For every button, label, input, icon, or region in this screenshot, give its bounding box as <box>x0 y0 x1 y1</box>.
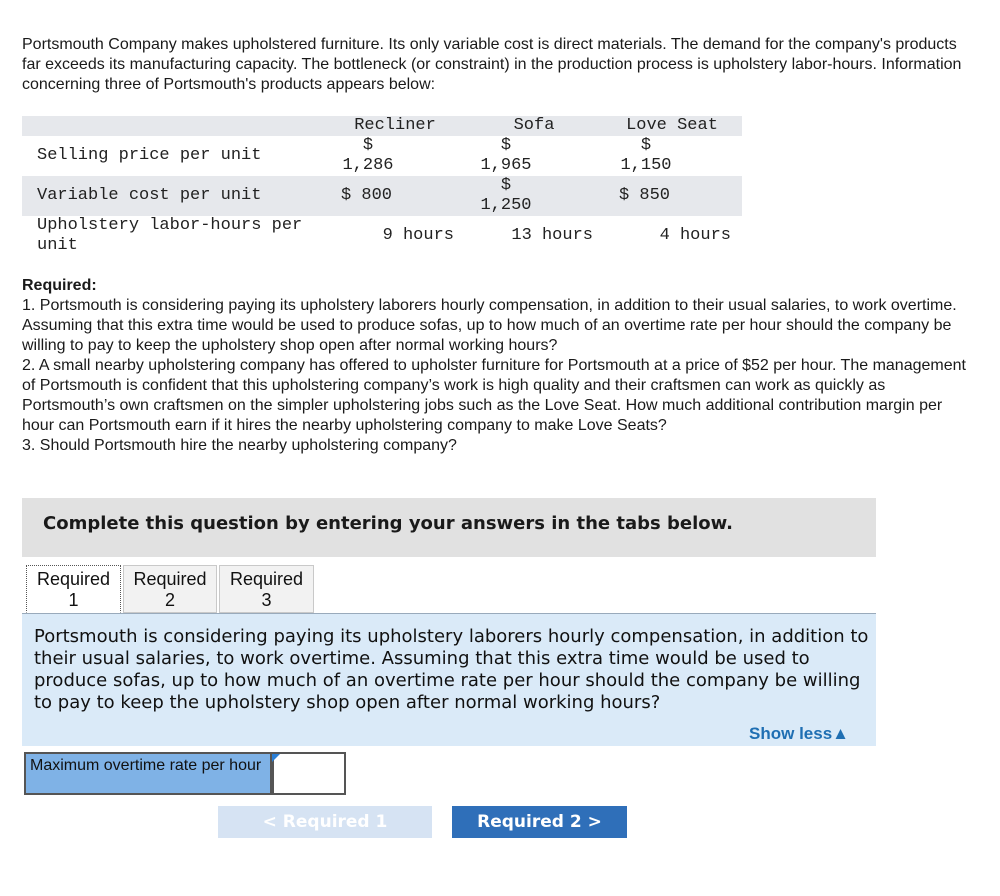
required-item-3: 3. Should Portsmouth hire the nearby upholstering company? <box>22 437 457 454</box>
sofa-variable-cost: $ 1,250 <box>480 176 532 215</box>
instruction-banner <box>22 498 876 557</box>
tab-required-1-line2: 1 <box>68 590 79 610</box>
row-label-selling-price: Selling price per unit <box>37 146 262 165</box>
sofa-selling-price: $ 1,965 <box>480 136 532 175</box>
input-corner-marker <box>272 754 280 762</box>
loveseat-variable-cost: $ 850 <box>619 186 671 205</box>
required-heading: Required: <box>22 277 97 294</box>
loveseat-selling-price: $ 1,150 <box>620 136 672 175</box>
required-section <box>22 276 967 456</box>
instruction-banner-text: Complete this question by entering your answers in the tabs below. <box>43 513 733 534</box>
tab-required-3-line2: 3 <box>261 590 272 610</box>
question-panel <box>22 614 876 746</box>
tab-required-3[interactable] <box>219 565 314 613</box>
overtime-rate-input[interactable] <box>272 752 346 795</box>
tab-required-2[interactable] <box>123 565 217 613</box>
answer-label: Maximum overtime rate per hour <box>24 752 272 795</box>
prev-required-button[interactable]: < Required 1 <box>218 806 432 838</box>
recliner-labor-hours: 9 hours <box>382 226 454 245</box>
header-love-seat: Love Seat <box>626 116 718 135</box>
header-sofa: Sofa <box>513 116 555 135</box>
show-less-link[interactable]: Show less▲ <box>749 724 849 743</box>
required-item-2: 2. A small nearby upholstering company has offered to upholster furniture for Portsmouth at a price of $52 per hour. The management of Portsmouth is confident that this upholstering company’s work is high quality and their craftsmen can work as quickly as Portsmouth’s own craftsmen on the simpler upholstering jobs such as the Love Seat. How much additional contribution margin per hour can Portsmouth earn if it hires the nearby upholstering company to make Love Seats? <box>22 357 966 434</box>
tab-required-1[interactable] <box>26 565 121 613</box>
tab-required-2-line2: 2 <box>164 590 175 610</box>
next-required-button[interactable]: Required 2 > <box>452 806 627 838</box>
tab-required-2-line1: Required <box>133 569 207 589</box>
problem-intro: Portsmouth Company makes upholstered furniture. Its only variable cost is direct materials. The demand for the company's products far exceeds its manufacturing capacity. The bottleneck (or constraint) in the production process is upholstery labor-hours. Information concerning three of Portsmouth's products appears below: <box>22 36 962 93</box>
recliner-selling-price: $ 1,286 <box>342 136 394 175</box>
row-label-variable-cost: Variable cost per unit <box>37 186 262 205</box>
tab-required-3-line1: Required <box>229 569 304 589</box>
recliner-variable-cost: $ 800 <box>341 186 393 205</box>
loveseat-labor-hours: 4 hours <box>659 226 731 245</box>
sofa-labor-hours: 13 hours <box>511 226 593 245</box>
row-label-labor-hours: Upholstery labor-hours per unit <box>37 216 303 255</box>
required-item-1: 1. Portsmouth is considering paying its upholstery laborers hourly compensation, in addition to their usual salaries, to work overtime. Assuming that this extra time would be used to produce sofas, up to how much of an overtime rate per hour should the company be willing to pay to keep the upholstery shop open after normal working hours? <box>22 297 957 354</box>
question-panel-text: Portsmouth is considering paying its upholstery laborers hourly compensation, in addition to their usual salaries, to work overtime. Assuming that this extra time would be used to produce sofas, up to how much of an overtime rate per hour should the company be willing to pay to keep the upholstery shop open after normal working hours? <box>34 626 869 713</box>
header-recliner: Recliner <box>354 116 436 135</box>
tab-required-1-line1: Required <box>36 569 111 589</box>
